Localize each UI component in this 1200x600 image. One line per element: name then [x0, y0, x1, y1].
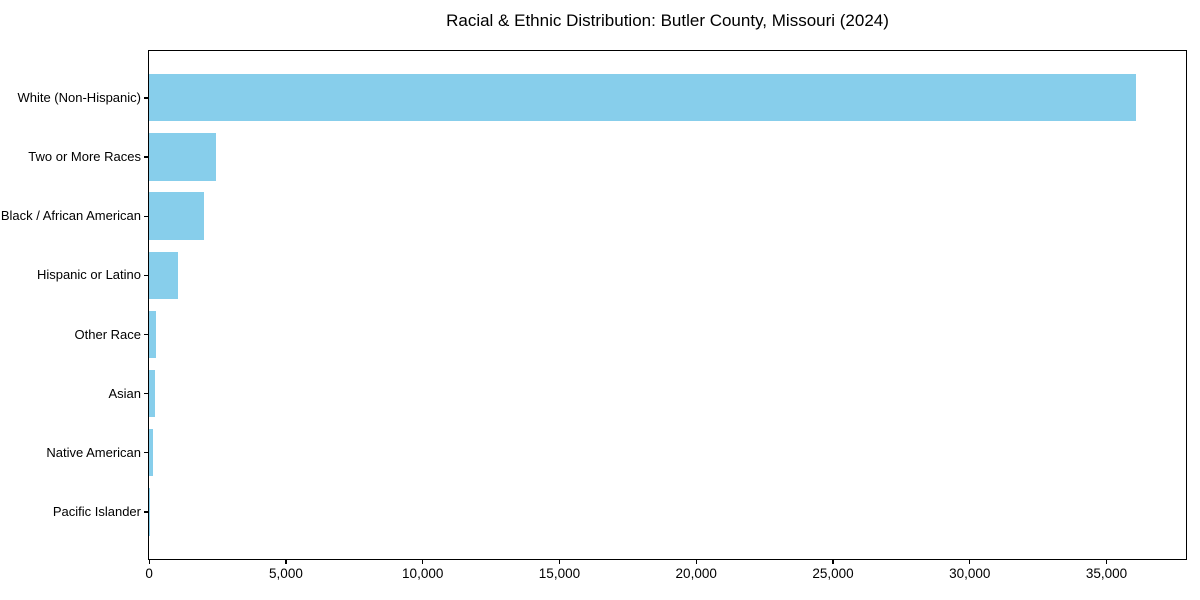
y-tick-label: Two or More Races	[28, 149, 141, 165]
y-tick-mark	[144, 334, 148, 335]
y-tick-mark	[144, 97, 148, 98]
x-tick-mark	[559, 560, 560, 564]
x-tick-mark	[696, 560, 697, 564]
y-tick-label: Hispanic or Latino	[36, 267, 141, 283]
x-tick-label: 35,000	[1085, 566, 1128, 581]
x-tick-mark	[149, 560, 150, 564]
y-tick-mark	[144, 511, 148, 512]
bar	[149, 252, 178, 299]
x-tick-label: 25,000	[812, 566, 854, 581]
y-tick-mark	[144, 393, 148, 394]
x-tick-label: 15,000	[538, 566, 581, 581]
x-tick-label: 20,000	[675, 566, 717, 581]
x-tick-mark	[422, 560, 423, 564]
bar	[149, 370, 155, 417]
bar	[149, 192, 204, 239]
bar	[149, 311, 156, 358]
y-tick-label: Other Race	[74, 326, 141, 342]
y-tick-mark	[144, 452, 148, 453]
chart-title: Racial & Ethnic Distribution: Butler County, Missouri (2024)	[446, 11, 889, 30]
y-tick-label: Asian	[108, 385, 141, 401]
x-tick-mark	[285, 560, 286, 564]
bar	[149, 429, 153, 476]
bar	[149, 133, 216, 180]
x-tick-mark	[832, 560, 833, 564]
y-tick-label: Native American	[46, 444, 141, 460]
y-tick-mark	[144, 216, 148, 217]
x-tick-label: 30,000	[949, 566, 991, 581]
y-tick-label: Pacific Islander	[52, 504, 141, 520]
plot-area	[148, 50, 1187, 560]
y-tick-mark	[144, 275, 148, 276]
y-tick-label: White (Non-Hispanic)	[17, 89, 141, 105]
x-tick-label: 10,000	[402, 566, 444, 581]
x-tick-label: 0	[145, 566, 153, 581]
y-tick-mark	[144, 156, 148, 157]
bar	[149, 488, 150, 535]
x-tick-label: 5,000	[269, 566, 303, 581]
x-tick-mark	[1106, 560, 1107, 564]
bar	[149, 74, 1136, 121]
x-tick-mark	[969, 560, 970, 564]
y-tick-label: Black / African American	[0, 208, 141, 224]
